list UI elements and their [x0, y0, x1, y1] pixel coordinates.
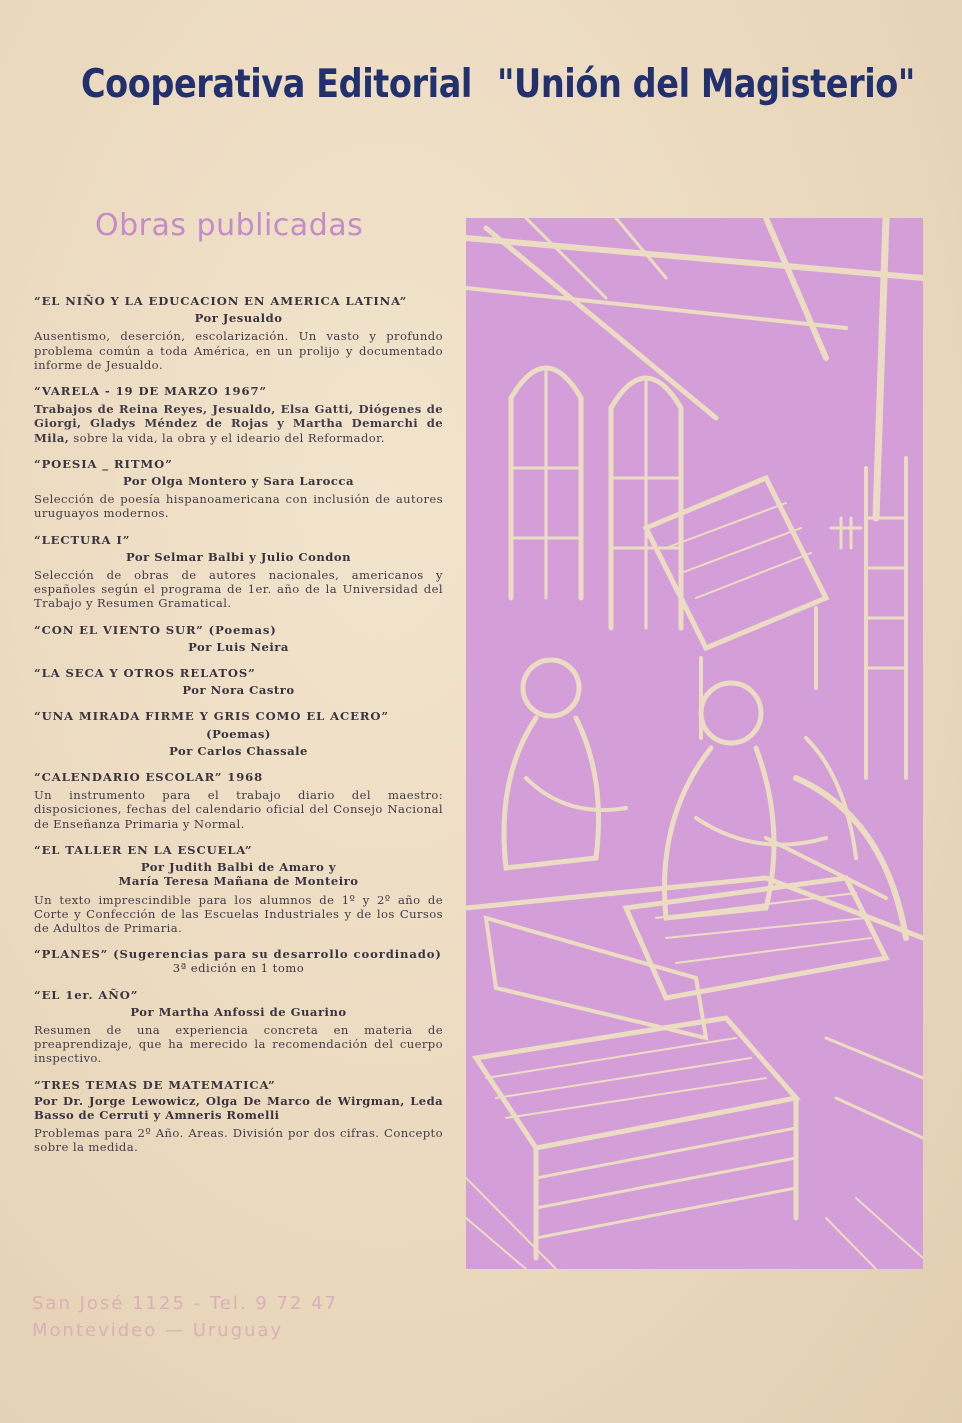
- catalog-entry: [34, 770, 443, 831]
- entry-title: “EL TALLER EN LA ESCUELA”: [34, 842, 253, 857]
- publisher-name: Cooperativa Editorial: [81, 62, 472, 107]
- entry-author: Por Martha Anfossi de Guarino: [130, 1004, 347, 1019]
- entry-description: sobre la vida, la obra y el ideario del Reformador.: [73, 430, 385, 445]
- woodcut-illustration: [466, 218, 923, 1269]
- address-line: San José 1125 - Tel. 9 72 47: [32, 1293, 338, 1314]
- entry-description: Selección de poesía hispanoamericana con inclusión de autores uruguayos modernos.: [34, 492, 443, 521]
- entry-author: Por Olga Montero y Sara Larocca: [123, 474, 354, 489]
- catalog-entry: [34, 709, 443, 758]
- entry-title: “TRES TEMAS DE MATEMATICA”: [34, 1077, 276, 1092]
- entry-title: “LA SECA Y OTROS RELATOS”: [34, 666, 256, 681]
- entry-title: “CALENDARIO ESCOLAR” 1968: [34, 770, 264, 785]
- catalog-entry: [34, 384, 443, 445]
- entry-subtitle: (Poemas): [206, 726, 271, 741]
- entry-author: Por Luis Neira: [188, 639, 289, 654]
- catalog-entry: [34, 623, 443, 654]
- entry-description: Resumen de una experiencia concreta en materia de preaprendizaje, que ha merecido la recomendación del cuerpo inspectivo.: [34, 1022, 443, 1066]
- entry-author: Por Selmar Balbi y Julio Condon: [125, 549, 352, 564]
- entry-title: “EL NIÑO Y LA EDUCACION EN AMERICA LATINA”: [34, 294, 408, 308]
- printing-press-woodcut: [466, 218, 923, 1269]
- entry-title: “CON EL VIENTO SUR” (Poemas): [34, 622, 277, 637]
- entry-description: Selección de obras de autores nacionales, americanos y españoles según el programa de 1er. año de la Universidad del Trabajo y Resumen Gramatical.: [34, 568, 443, 611]
- entry-title: “EL 1er. AÑO”: [34, 987, 139, 1002]
- entry-title: “PLANES” (Sugerencias para su desarrollo coordinado): [34, 947, 442, 962]
- entry-description-block: [34, 402, 443, 445]
- catalog-entry: [34, 988, 443, 1066]
- catalog-entry: [34, 457, 443, 521]
- catalog-entry: [34, 843, 443, 935]
- section-title: Obras publicadas: [95, 208, 364, 243]
- entry-authors: Por Dr. Jorge Lewowicz, Olga De Marco de Wirgman, Leda Basso de Cerruti y Amneris Romelli: [34, 1093, 443, 1122]
- entry-description: Problemas para 2º Año. Areas. División por dos cifras. Concepto sobre la medida.: [34, 1126, 443, 1155]
- entry-author-2: María Teresa Mañana de Monteiro: [118, 874, 359, 889]
- entry-title: “POESIA _ RITMO”: [34, 456, 173, 471]
- catalog-entry: [34, 947, 443, 975]
- entry-author: Por Nora Castro: [182, 683, 295, 698]
- entry-author: Por Judith Balbi de Amaro y: [140, 860, 337, 875]
- entry-description: Un instrumento para el trabajo diario del maestro: disposiciones, fechas del calendario oficial del Consejo Nacional de Enseñanza Primaria y Normal.: [34, 788, 443, 831]
- catalog-entry: [34, 1078, 443, 1155]
- catalog-entry: [34, 533, 443, 611]
- entry-title: “LECTURA I”: [34, 532, 131, 547]
- city-line: Montevideo — Uruguay: [32, 1320, 284, 1341]
- entry-author: Por Carlos Chassale: [169, 743, 308, 758]
- entry-author: Por Jesualdo: [194, 311, 283, 326]
- masthead: [0, 62, 962, 122]
- catalog-list: [34, 294, 443, 1167]
- catalog-entry: [34, 294, 443, 372]
- catalog-entry: [34, 666, 443, 697]
- publisher-address: [32, 1290, 338, 1344]
- entry-title: “VARELA - 19 DE MARZO 1967”: [34, 384, 267, 399]
- entry-edition: 3ª edición en 1 tomo: [172, 961, 305, 976]
- entry-description: Un texto imprescindible para los alumnos de 1º y 2º año de Corte y Confección de las Escuelas Industriales y de los Cursos de Adultos de Primaria.: [34, 892, 443, 935]
- publisher-name-quoted: "Unión del Magisterio": [497, 62, 915, 107]
- entry-description: Ausentismo, deserción, escolarización. Un vasto y profundo problema común a toda América, en un prolijo y documentado informe de Jesualdo.: [34, 329, 443, 372]
- entry-authors: Trabajos de Reina Reyes, Jesualdo, Elsa Gatti, Diógenes de Giorgi, Gladys Méndez de Rojas y Martha Demarchi de Mila,: [34, 402, 443, 445]
- entry-title: “UNA MIRADA FIRME Y GRIS COMO EL ACERO”: [34, 709, 389, 724]
